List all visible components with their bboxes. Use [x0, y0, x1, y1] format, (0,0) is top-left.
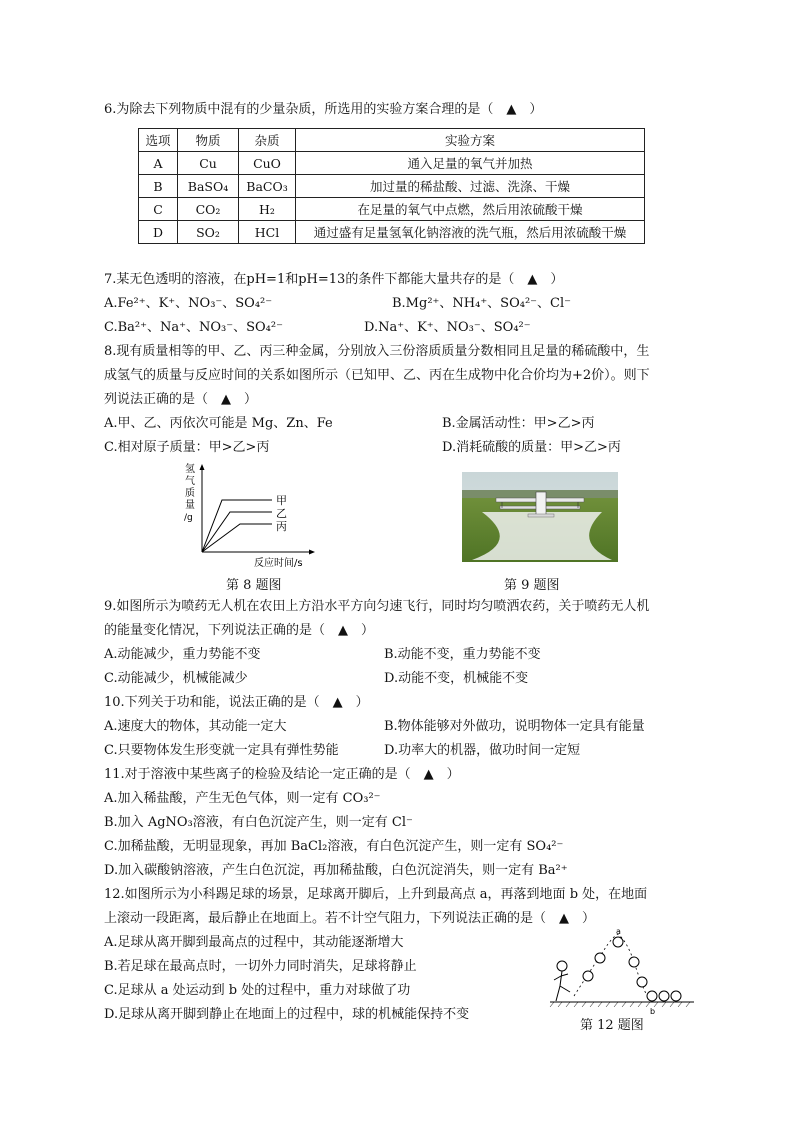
- q7-option-d: D.Na⁺、K⁺、NO₃⁻、SO₄²⁻: [364, 320, 531, 335]
- q8-figure-caption: 第 8 题图: [226, 578, 282, 593]
- q9-stem-line2: 的能量变化情况，下列说法正确的是（ ▲ ）: [104, 623, 374, 638]
- q12-option-d: D.足球从离开脚到静止在地面上的过程中，球的机械能保持不变: [104, 1007, 470, 1022]
- q7-option-c: C.Ba²⁺、Na⁺、NO₃⁻、SO₄²⁻: [104, 320, 283, 335]
- cell-plan: 加过量的稀盐酸、过滤、洗涤、干燥: [296, 175, 645, 198]
- q10-option-d: D.功率大的机器，做功时间一定短: [384, 743, 581, 758]
- q6-stem: 6.为除去下列物质中混有的少量杂质，所选用的实验方案合理的是（ ▲ ）: [104, 102, 543, 117]
- q11-option-d: D.加入碳酸钠溶液，产生白色沉淀，再加稀盐酸，白色沉淀消失，则一定有 Ba²⁺: [104, 863, 568, 878]
- q8-stem-line1: 8.现有质量相等的甲、乙、丙三种金属，分别放入三份溶质质量分数相同且足量的稀硫酸中，生: [104, 344, 650, 359]
- q8-graph: [180, 462, 320, 572]
- q9-figure-caption: 第 9 题图: [504, 578, 560, 593]
- table-row: [139, 152, 645, 175]
- cell-substance: SO₂: [178, 221, 239, 244]
- series-label-bing: 丙: [276, 520, 287, 533]
- q12-stem-line2: 上滚动一段距离，最后静止在地面上。若不计空气阻力，下列说法正确的是（ ▲ ）: [104, 911, 595, 926]
- q12-option-a: A.足球从离开脚到最高点的过程中，其动能逐渐增大: [104, 935, 404, 950]
- q10-option-b: B.物体能够对外做功，说明物体一定具有能量: [384, 719, 645, 734]
- cell-impurity: HCl: [239, 221, 296, 244]
- point-a-label: a: [616, 928, 621, 936]
- q8-option-a: A.甲、乙、丙依次可能是 Mg、Zn、Fe: [104, 416, 333, 431]
- q12-option-b: B.若足球在最高点时，一切外力同时消失，足球将静止: [104, 959, 417, 974]
- y-label-char: 质: [185, 488, 195, 499]
- q7-stem: 7.某无色透明的溶液，在pH=1和pH=13的条件下都能大量共存的是（ ▲ ）: [104, 272, 564, 287]
- y-axis-arrow-icon: [200, 464, 205, 470]
- q11-option-b: B.加入 AgNO₃溶液，有白色沉淀产生，则一定有 Cl⁻: [104, 815, 413, 830]
- q12-stem-line1: 12.如图所示为小科踢足球的场景，足球离开脚后，上升到最高点 a，再落到地面 b 处，在地面: [104, 887, 648, 902]
- curve-bing: [202, 524, 272, 552]
- q9-option-c: C.动能减少，机械能减少: [104, 671, 248, 686]
- q11-option-a: A.加入稀盐酸，产生无色气体，则一定有 CO₃²⁻: [104, 791, 381, 806]
- table-header-row: [139, 129, 645, 152]
- cell-option: A: [139, 152, 178, 175]
- series-label-jia: 甲: [276, 494, 287, 507]
- q8-option-c: C.相对原子质量：甲>乙>丙: [104, 440, 270, 455]
- x-label: 反应时间/s: [254, 558, 303, 569]
- table-row: [139, 198, 645, 221]
- header-plan: 实验方案: [296, 129, 645, 152]
- q8-option-b: B.金属活动性：甲>乙>丙: [442, 416, 595, 431]
- q7-option-b: B.Mg²⁺、NH₄⁺、SO₄²⁻、Cl⁻: [392, 296, 571, 311]
- q10-option-c: C.只要物体发生形变就一定具有弹性势能: [104, 743, 339, 758]
- curve-yi: [202, 512, 272, 552]
- cell-substance: Cu: [178, 152, 239, 175]
- q11-option-c: C.加稀盐酸，无明显现象，再加 BaCl₂溶液，有白色沉淀产生，则一定有 SO₄²⁻: [104, 839, 564, 854]
- cell-option: B: [139, 175, 178, 198]
- header-substance: 物质: [178, 129, 239, 152]
- y-label-char: 量: [185, 500, 195, 511]
- cell-impurity: CuO: [239, 152, 296, 175]
- cell-substance: BaSO₄: [178, 175, 239, 198]
- q6-table: [138, 128, 645, 244]
- q12-figure: [548, 928, 696, 1020]
- y-label-char: 氢: [185, 464, 195, 475]
- cell-option: C: [139, 198, 178, 221]
- q8-option-d: D.消耗硫酸的质量：甲>乙>丙: [442, 440, 621, 455]
- cell-plan: 通过盛有足量氢氧化钠溶液的洗气瓶，然后用浓硫酸干燥: [296, 221, 645, 244]
- cell-plan: 在足量的氧气中点燃，然后用浓硫酸干燥: [296, 198, 645, 221]
- ground-hatch: [550, 1002, 690, 1007]
- q9-option-d: D.动能不变，机械能不变: [384, 671, 529, 686]
- cell-plan: 通入足量的氧气并加热: [296, 152, 645, 175]
- header-impurity: 杂质: [239, 129, 296, 152]
- point-b-label: b: [650, 1007, 656, 1016]
- q8-stem-line3: 列说法正确的是（ ▲ ）: [104, 392, 257, 407]
- series-label-yi: 乙: [276, 507, 287, 520]
- cell-impurity: BaCO₃: [239, 175, 296, 198]
- ball-icon: [583, 937, 681, 1001]
- q11-stem: 11.对于溶液中某些离子的检验及结论一定正确的是（ ▲ ）: [104, 767, 460, 782]
- y-label-char: 气: [185, 476, 195, 487]
- q10-stem: 10.下列关于功和能，说法正确的是（ ▲ ）: [104, 695, 369, 710]
- cell-option: D: [139, 221, 178, 244]
- q9-option-b: B.动能不变，重力势能不变: [384, 647, 541, 662]
- kicker-figure-icon: [554, 961, 570, 1001]
- x-axis-arrow-icon: [309, 550, 315, 555]
- cell-impurity: H₂: [239, 198, 296, 221]
- table-row: [139, 175, 645, 198]
- q10-option-a: A.速度大的物体，其动能一定大: [104, 719, 287, 734]
- q9-crop-duster-photo: [462, 472, 618, 562]
- q7-option-a: A.Fe²⁺、K⁺、NO₃⁻、SO₄²⁻: [104, 296, 273, 311]
- q12-figure-caption: 第 12 题图: [580, 1018, 644, 1033]
- q9-option-a: A.动能减少，重力势能不变: [104, 647, 261, 662]
- cell-substance: CO₂: [178, 198, 239, 221]
- header-option: 选项: [139, 129, 178, 152]
- table-row: [139, 221, 645, 244]
- q9-stem-line1: 9.如图所示为喷药无人机在农田上方沿水平方向匀速飞行，同时均匀喷洒农药，关于喷药无人机: [104, 599, 650, 614]
- q8-stem-line2: 成氢气的质量与反应时间的关系如图所示（已知甲、乙、丙在生成物中化合价均为+2价）。则下: [104, 368, 650, 383]
- q12-option-c: C.足球从 a 处运动到 b 处的过程中，重力对球做了功: [104, 983, 411, 998]
- y-label-unit: /g: [184, 513, 193, 523]
